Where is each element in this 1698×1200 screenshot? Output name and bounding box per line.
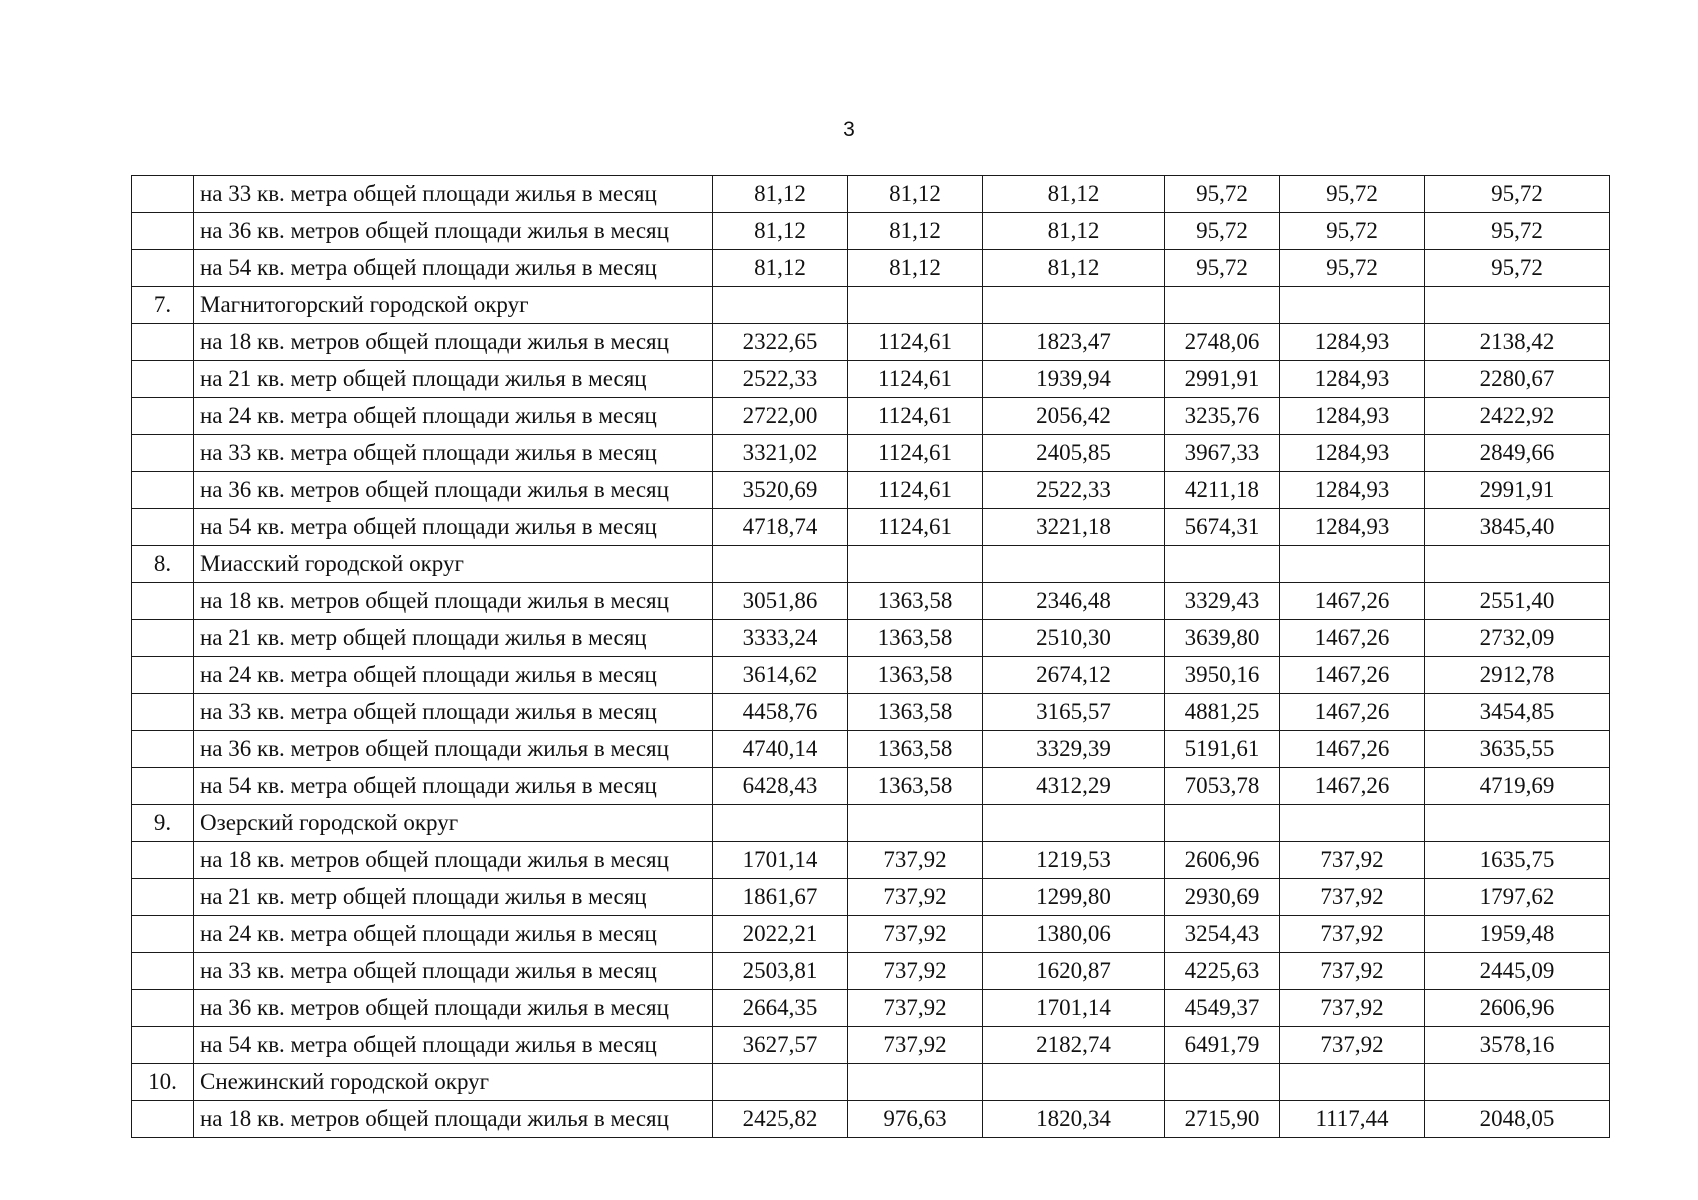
value-cell-col-6: 2991,91 xyxy=(1425,472,1610,509)
value-cell-col-6: 1635,75 xyxy=(1425,842,1610,879)
table-row xyxy=(132,990,1610,1027)
row-label-cell: на 21 кв. метр общей площади жилья в месяц xyxy=(194,361,713,398)
value-cell-col-1: 6428,43 xyxy=(713,768,848,805)
value-cell-col-5: 737,92 xyxy=(1280,842,1425,879)
table-row xyxy=(132,398,1610,435)
value-cell-col-3: 2182,74 xyxy=(983,1027,1165,1064)
value-cell-col-1: 2522,33 xyxy=(713,361,848,398)
value-cell-col-2 xyxy=(848,1064,983,1101)
row-label-cell: на 33 кв. метра общей площади жилья в месяц xyxy=(194,435,713,472)
table-row xyxy=(132,472,1610,509)
value-cell-col-2: 81,12 xyxy=(848,213,983,250)
value-cell-col-4: 3254,43 xyxy=(1165,916,1280,953)
row-index-cell: 10. xyxy=(132,1064,194,1101)
value-cell-col-2: 737,92 xyxy=(848,1027,983,1064)
row-index-cell xyxy=(132,398,194,435)
value-cell-col-4: 2991,91 xyxy=(1165,361,1280,398)
value-cell-col-2: 1363,58 xyxy=(848,731,983,768)
value-cell-col-1: 3051,86 xyxy=(713,583,848,620)
row-index-cell xyxy=(132,1027,194,1064)
value-cell-col-6: 2849,66 xyxy=(1425,435,1610,472)
value-cell-col-6: 1959,48 xyxy=(1425,916,1610,953)
value-cell-col-4: 2748,06 xyxy=(1165,324,1280,361)
value-cell-col-1: 2425,82 xyxy=(713,1101,848,1138)
value-cell-col-1: 2664,35 xyxy=(713,990,848,1027)
row-index-cell: 8. xyxy=(132,546,194,583)
row-index-cell xyxy=(132,953,194,990)
value-cell-col-5: 1467,26 xyxy=(1280,620,1425,657)
value-cell-col-5: 1284,93 xyxy=(1280,398,1425,435)
table-row xyxy=(132,361,1610,398)
row-label-cell: на 36 кв. метров общей площади жилья в месяц xyxy=(194,472,713,509)
row-label-cell: на 18 кв. метров общей площади жилья в месяц xyxy=(194,324,713,361)
value-cell-col-3: 81,12 xyxy=(983,176,1165,213)
value-cell-col-4: 4211,18 xyxy=(1165,472,1280,509)
value-cell-col-1: 4718,74 xyxy=(713,509,848,546)
value-cell-col-6: 2422,92 xyxy=(1425,398,1610,435)
value-cell-col-6: 2138,42 xyxy=(1425,324,1610,361)
value-cell-col-5: 737,92 xyxy=(1280,990,1425,1027)
value-cell-col-4: 4549,37 xyxy=(1165,990,1280,1027)
value-cell-col-3 xyxy=(983,546,1165,583)
value-cell-col-4: 3967,33 xyxy=(1165,435,1280,472)
value-cell-col-6: 3454,85 xyxy=(1425,694,1610,731)
value-cell-col-1: 3614,62 xyxy=(713,657,848,694)
row-label-cell: на 18 кв. метров общей площади жилья в месяц xyxy=(194,1101,713,1138)
table-row xyxy=(132,953,1610,990)
value-cell-col-2: 1124,61 xyxy=(848,472,983,509)
table-row xyxy=(132,324,1610,361)
value-cell-col-5: 1467,26 xyxy=(1280,694,1425,731)
row-index-cell xyxy=(132,879,194,916)
value-cell-col-5: 95,72 xyxy=(1280,176,1425,213)
table-row xyxy=(132,176,1610,213)
value-cell-col-6: 2048,05 xyxy=(1425,1101,1610,1138)
value-cell-col-4: 2606,96 xyxy=(1165,842,1280,879)
value-cell-col-3: 1219,53 xyxy=(983,842,1165,879)
row-index-cell xyxy=(132,361,194,398)
value-cell-col-3 xyxy=(983,287,1165,324)
page-number: 3 xyxy=(843,118,855,141)
value-cell-col-6: 95,72 xyxy=(1425,250,1610,287)
value-cell-col-5: 737,92 xyxy=(1280,916,1425,953)
value-cell-col-2 xyxy=(848,805,983,842)
value-cell-col-4: 5674,31 xyxy=(1165,509,1280,546)
value-cell-col-6: 95,72 xyxy=(1425,213,1610,250)
value-cell-col-4: 2930,69 xyxy=(1165,879,1280,916)
row-label-cell: на 36 кв. метров общей площади жилья в месяц xyxy=(194,731,713,768)
table-row xyxy=(132,213,1610,250)
value-cell-col-2: 737,92 xyxy=(848,953,983,990)
value-cell-col-3: 2510,30 xyxy=(983,620,1165,657)
value-cell-col-1: 4740,14 xyxy=(713,731,848,768)
value-cell-col-5 xyxy=(1280,1064,1425,1101)
value-cell-col-4: 3950,16 xyxy=(1165,657,1280,694)
value-cell-col-4: 95,72 xyxy=(1165,250,1280,287)
table-body xyxy=(132,176,1610,1138)
value-cell-col-2 xyxy=(848,546,983,583)
value-cell-col-5: 1467,26 xyxy=(1280,583,1425,620)
table-row xyxy=(132,509,1610,546)
value-cell-col-1: 81,12 xyxy=(713,213,848,250)
value-cell-col-6: 2551,40 xyxy=(1425,583,1610,620)
row-label-cell: на 21 кв. метр общей площади жилья в месяц xyxy=(194,879,713,916)
table-row xyxy=(132,731,1610,768)
row-index-cell xyxy=(132,731,194,768)
value-cell-col-2: 737,92 xyxy=(848,842,983,879)
row-index-cell: 7. xyxy=(132,287,194,324)
value-cell-col-5: 737,92 xyxy=(1280,879,1425,916)
value-cell-col-1: 2722,00 xyxy=(713,398,848,435)
row-index-cell xyxy=(132,250,194,287)
value-cell-col-5: 1284,93 xyxy=(1280,361,1425,398)
row-index-cell xyxy=(132,620,194,657)
value-cell-col-1: 1701,14 xyxy=(713,842,848,879)
value-cell-col-2: 1124,61 xyxy=(848,361,983,398)
table-row xyxy=(132,620,1610,657)
value-cell-col-1 xyxy=(713,287,848,324)
table-row xyxy=(132,657,1610,694)
value-cell-col-5: 1284,93 xyxy=(1280,435,1425,472)
row-label-cell: на 36 кв. метров общей площади жилья в месяц xyxy=(194,990,713,1027)
tariff-table xyxy=(131,175,1610,1138)
value-cell-col-1: 1861,67 xyxy=(713,879,848,916)
value-cell-col-4: 5191,61 xyxy=(1165,731,1280,768)
value-cell-col-1: 4458,76 xyxy=(713,694,848,731)
value-cell-col-5 xyxy=(1280,805,1425,842)
value-cell-col-4 xyxy=(1165,287,1280,324)
value-cell-col-5: 1284,93 xyxy=(1280,472,1425,509)
value-cell-col-2: 737,92 xyxy=(848,916,983,953)
value-cell-col-2: 1124,61 xyxy=(848,398,983,435)
value-cell-col-6: 2606,96 xyxy=(1425,990,1610,1027)
value-cell-col-5: 1117,44 xyxy=(1280,1101,1425,1138)
section-title-cell: Миасский городской округ xyxy=(194,546,713,583)
value-cell-col-1: 3321,02 xyxy=(713,435,848,472)
value-cell-col-4 xyxy=(1165,546,1280,583)
value-cell-col-4: 3235,76 xyxy=(1165,398,1280,435)
section-header-row xyxy=(132,546,1610,583)
table-row xyxy=(132,583,1610,620)
value-cell-col-1: 2503,81 xyxy=(713,953,848,990)
value-cell-col-3: 3221,18 xyxy=(983,509,1165,546)
value-cell-col-4 xyxy=(1165,1064,1280,1101)
row-index-cell xyxy=(132,509,194,546)
row-index-cell xyxy=(132,916,194,953)
value-cell-col-1 xyxy=(713,805,848,842)
table-row xyxy=(132,435,1610,472)
row-index-cell xyxy=(132,435,194,472)
value-cell-col-5 xyxy=(1280,546,1425,583)
value-cell-col-3: 1380,06 xyxy=(983,916,1165,953)
row-label-cell: на 18 кв. метров общей площади жилья в месяц xyxy=(194,842,713,879)
value-cell-col-6: 3845,40 xyxy=(1425,509,1610,546)
value-cell-col-3 xyxy=(983,1064,1165,1101)
value-cell-col-4: 7053,78 xyxy=(1165,768,1280,805)
value-cell-col-5 xyxy=(1280,287,1425,324)
table-row xyxy=(132,694,1610,731)
table-row xyxy=(132,879,1610,916)
row-index-cell xyxy=(132,1101,194,1138)
row-label-cell: на 33 кв. метра общей площади жилья в месяц xyxy=(194,694,713,731)
value-cell-col-2: 1124,61 xyxy=(848,435,983,472)
row-index-cell xyxy=(132,213,194,250)
value-cell-col-3: 1939,94 xyxy=(983,361,1165,398)
row-label-cell: на 54 кв. метра общей площади жилья в месяц xyxy=(194,509,713,546)
value-cell-col-2: 1363,58 xyxy=(848,694,983,731)
value-cell-col-2: 1124,61 xyxy=(848,324,983,361)
value-cell-col-3: 1820,34 xyxy=(983,1101,1165,1138)
value-cell-col-5: 1467,26 xyxy=(1280,657,1425,694)
value-cell-col-3: 4312,29 xyxy=(983,768,1165,805)
value-cell-col-3: 1823,47 xyxy=(983,324,1165,361)
value-cell-col-5: 1467,26 xyxy=(1280,731,1425,768)
value-cell-col-3: 81,12 xyxy=(983,250,1165,287)
row-label-cell: на 36 кв. метров общей площади жилья в месяц xyxy=(194,213,713,250)
row-label-cell: на 18 кв. метров общей площади жилья в месяц xyxy=(194,583,713,620)
value-cell-col-2: 737,92 xyxy=(848,990,983,1027)
value-cell-col-6 xyxy=(1425,805,1610,842)
value-cell-col-3: 81,12 xyxy=(983,213,1165,250)
value-cell-col-6: 1797,62 xyxy=(1425,879,1610,916)
section-title-cell: Снежинский городской округ xyxy=(194,1064,713,1101)
value-cell-col-4: 6491,79 xyxy=(1165,1027,1280,1064)
value-cell-col-3 xyxy=(983,805,1165,842)
row-index-cell xyxy=(132,657,194,694)
value-cell-col-2: 1363,58 xyxy=(848,657,983,694)
value-cell-col-1 xyxy=(713,1064,848,1101)
value-cell-col-6 xyxy=(1425,546,1610,583)
row-label-cell: на 33 кв. метра общей площади жилья в месяц xyxy=(194,953,713,990)
value-cell-col-4: 3329,43 xyxy=(1165,583,1280,620)
value-cell-col-6: 95,72 xyxy=(1425,176,1610,213)
value-cell-col-3: 1299,80 xyxy=(983,879,1165,916)
value-cell-col-6: 2445,09 xyxy=(1425,953,1610,990)
value-cell-col-5: 95,72 xyxy=(1280,250,1425,287)
table-row xyxy=(132,1027,1610,1064)
row-label-cell: на 33 кв. метра общей площади жилья в месяц xyxy=(194,176,713,213)
value-cell-col-2: 1363,58 xyxy=(848,583,983,620)
value-cell-col-5: 95,72 xyxy=(1280,213,1425,250)
row-label-cell: на 24 кв. метра общей площади жилья в месяц xyxy=(194,916,713,953)
section-title-cell: Магнитогорский городской округ xyxy=(194,287,713,324)
value-cell-col-1: 3520,69 xyxy=(713,472,848,509)
value-cell-col-1: 81,12 xyxy=(713,250,848,287)
row-index-cell xyxy=(132,694,194,731)
value-cell-col-4: 4225,63 xyxy=(1165,953,1280,990)
value-cell-col-4: 95,72 xyxy=(1165,176,1280,213)
value-cell-col-1: 3627,57 xyxy=(713,1027,848,1064)
value-cell-col-2 xyxy=(848,287,983,324)
value-cell-col-2: 1363,58 xyxy=(848,768,983,805)
row-label-cell: на 54 кв. метра общей площади жилья в месяц xyxy=(194,768,713,805)
section-title-cell: Озерский городской округ xyxy=(194,805,713,842)
value-cell-col-3: 2346,48 xyxy=(983,583,1165,620)
value-cell-col-4: 3639,80 xyxy=(1165,620,1280,657)
row-label-cell: на 24 кв. метра общей площади жилья в месяц xyxy=(194,657,713,694)
value-cell-col-2: 81,12 xyxy=(848,176,983,213)
row-index-cell xyxy=(132,990,194,1027)
value-cell-col-3: 1701,14 xyxy=(983,990,1165,1027)
value-cell-col-2: 1124,61 xyxy=(848,509,983,546)
row-index-cell xyxy=(132,176,194,213)
value-cell-col-6: 2280,67 xyxy=(1425,361,1610,398)
table-row xyxy=(132,768,1610,805)
section-header-row xyxy=(132,805,1610,842)
row-label-cell: на 54 кв. метра общей площади жилья в месяц xyxy=(194,250,713,287)
table-row xyxy=(132,842,1610,879)
value-cell-col-2: 737,92 xyxy=(848,879,983,916)
value-cell-col-6 xyxy=(1425,1064,1610,1101)
value-cell-col-4 xyxy=(1165,805,1280,842)
row-index-cell xyxy=(132,768,194,805)
value-cell-col-5: 737,92 xyxy=(1280,953,1425,990)
table-row xyxy=(132,1101,1610,1138)
value-cell-col-6: 3635,55 xyxy=(1425,731,1610,768)
section-header-row xyxy=(132,1064,1610,1101)
value-cell-col-3: 2405,85 xyxy=(983,435,1165,472)
table-row xyxy=(132,250,1610,287)
value-cell-col-3: 3165,57 xyxy=(983,694,1165,731)
value-cell-col-3: 1620,87 xyxy=(983,953,1165,990)
value-cell-col-4: 95,72 xyxy=(1165,213,1280,250)
value-cell-col-6: 2912,78 xyxy=(1425,657,1610,694)
table-row xyxy=(132,916,1610,953)
value-cell-col-6: 3578,16 xyxy=(1425,1027,1610,1064)
value-cell-col-5: 1284,93 xyxy=(1280,509,1425,546)
row-index-cell xyxy=(132,583,194,620)
value-cell-col-1: 81,12 xyxy=(713,176,848,213)
row-label-cell: на 24 кв. метра общей площади жилья в месяц xyxy=(194,398,713,435)
value-cell-col-1: 2022,21 xyxy=(713,916,848,953)
value-cell-col-5: 1284,93 xyxy=(1280,324,1425,361)
value-cell-col-6: 2732,09 xyxy=(1425,620,1610,657)
row-index-cell xyxy=(132,472,194,509)
row-index-cell xyxy=(132,842,194,879)
row-index-cell xyxy=(132,324,194,361)
value-cell-col-3: 3329,39 xyxy=(983,731,1165,768)
value-cell-col-6: 4719,69 xyxy=(1425,768,1610,805)
value-cell-col-1: 2322,65 xyxy=(713,324,848,361)
value-cell-col-2: 81,12 xyxy=(848,250,983,287)
row-label-cell: на 54 кв. метра общей площади жилья в месяц xyxy=(194,1027,713,1064)
value-cell-col-6 xyxy=(1425,287,1610,324)
row-index-cell: 9. xyxy=(132,805,194,842)
value-cell-col-3: 2056,42 xyxy=(983,398,1165,435)
value-cell-col-4: 4881,25 xyxy=(1165,694,1280,731)
value-cell-col-1: 3333,24 xyxy=(713,620,848,657)
value-cell-col-4: 2715,90 xyxy=(1165,1101,1280,1138)
value-cell-col-2: 1363,58 xyxy=(848,620,983,657)
value-cell-col-2: 976,63 xyxy=(848,1101,983,1138)
value-cell-col-3: 2674,12 xyxy=(983,657,1165,694)
row-label-cell: на 21 кв. метр общей площади жилья в месяц xyxy=(194,620,713,657)
section-header-row xyxy=(132,287,1610,324)
value-cell-col-5: 737,92 xyxy=(1280,1027,1425,1064)
value-cell-col-5: 1467,26 xyxy=(1280,768,1425,805)
value-cell-col-1 xyxy=(713,546,848,583)
value-cell-col-3: 2522,33 xyxy=(983,472,1165,509)
